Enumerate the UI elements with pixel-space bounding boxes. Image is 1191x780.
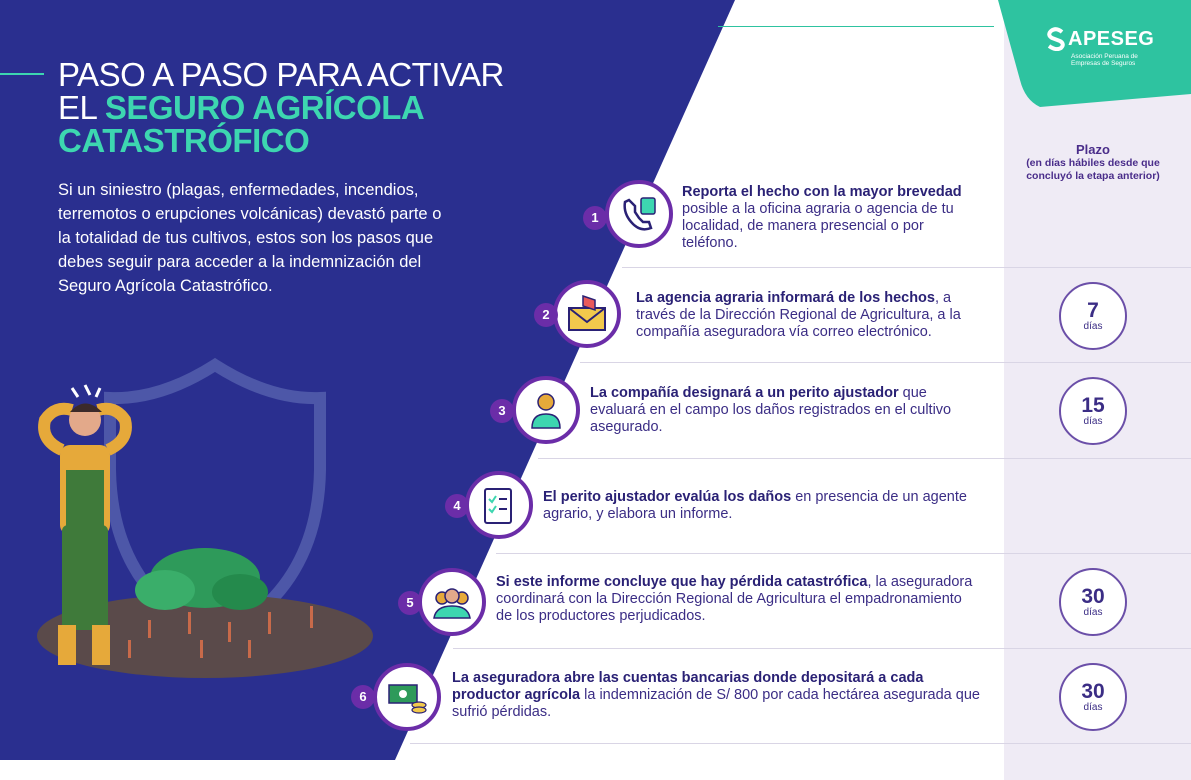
step-number: 5 <box>398 591 422 615</box>
plazo-subtitle: (en días hábiles desde que concluyó la etapa anterior) <box>1026 157 1160 182</box>
title-rule <box>0 73 44 75</box>
intro-text: Si un siniestro (plagas, enfermedades, incendios, terremotos o erupciones volcánicas) devastó parte o la totalidad de tus cultivos, estos son los pasos que debes seguir para acceder a la indemnización del Seguro Agrícola Catastrófico. <box>58 181 442 295</box>
envelope-glyph-icon <box>565 292 609 336</box>
step-4-text <box>543 489 983 523</box>
title-line-2-prefix: EL <box>58 89 105 126</box>
step-1-text <box>682 184 982 252</box>
row-divider <box>496 553 1191 554</box>
step-2-bold: La agencia agraria informará de los hechos <box>636 290 935 306</box>
step-3-text <box>590 385 980 436</box>
plazo-header <box>1004 142 1182 183</box>
deadline-badge-step-3 <box>1059 377 1127 445</box>
step-6-text <box>452 670 982 721</box>
person-glyph-icon <box>524 388 568 432</box>
deadline-days: 30 <box>1081 584 1105 608</box>
group-glyph-icon <box>430 580 474 624</box>
deadline-unit: días <box>1083 606 1103 618</box>
step-number: 1 <box>583 206 607 230</box>
title-line-3: CATASTRÓFICO <box>58 122 310 159</box>
step-3-rest: que evaluará en el campo los daños registrados en el cultivo asegurado. <box>590 385 952 435</box>
deadline-days: 7 <box>1087 298 1099 322</box>
deadline-unit: días <box>1083 415 1103 427</box>
row-divider <box>622 267 1191 268</box>
step-4-rest: en presencia de un agente agrario, y elabora un informe. <box>543 489 967 522</box>
deadline-unit: días <box>1083 701 1103 713</box>
logo-subtitle: Asociación Peruana de Empresas de Seguros <box>1071 53 1138 67</box>
step-3-bold: La compañía designará a un perito ajustador <box>590 385 899 401</box>
logo-name: APESEG <box>1068 28 1155 50</box>
step-4-bold: El perito ajustador evalúa los daños <box>543 489 792 505</box>
row-divider <box>580 362 1191 363</box>
step-number: 6 <box>351 685 375 709</box>
title-line-2-accent: SEGURO AGRÍCOLA <box>104 89 425 126</box>
title-line-1: PASO A PASO PARA ACTIVAR <box>58 56 504 93</box>
deadline-days: 15 <box>1081 393 1105 417</box>
step-number: 4 <box>445 494 469 518</box>
step-number: 3 <box>490 399 514 423</box>
page-title <box>58 58 504 157</box>
deadline-badge-step-5 <box>1059 568 1127 636</box>
apeseg-logo-icon <box>1046 27 1066 51</box>
top-rule <box>718 26 994 27</box>
deadline-badge-step-2 <box>1059 282 1127 350</box>
step-5-text <box>496 574 976 625</box>
step-6-rest: la indemnización de S/ 800 por cada hectárea asegurada que sufrió pérdidas. <box>452 687 980 720</box>
step-5-bold: Si este informe concluye que hay pérdida catastrófica <box>496 574 868 590</box>
row-divider <box>453 648 1191 649</box>
step-2-text <box>636 290 981 341</box>
step-1-rest: posible a la oficina agraria o agencia de tu localidad, de manera presencial o por teléfono. <box>682 201 954 251</box>
step-6-bold: La aseguradora abre las cuentas bancarias donde depositará a cada productor agrícola <box>452 670 924 703</box>
deadline-days: 30 <box>1081 679 1105 703</box>
phone-glyph-icon <box>617 192 661 236</box>
clipboard-glyph-icon <box>477 483 521 527</box>
step-2-rest: , a través de la Dirección Regional de Agricultura, a la compañía aseguradora vía correo electrónico. <box>636 290 961 340</box>
step-1-bold: Reporta el hecho con la mayor brevedad <box>682 184 962 200</box>
step-number: 2 <box>534 303 558 327</box>
row-divider <box>410 743 1191 744</box>
deadline-unit: días <box>1083 320 1103 332</box>
row-divider <box>538 458 1191 459</box>
plazo-title: Plazo <box>1076 142 1110 157</box>
money-glyph-icon <box>385 675 429 719</box>
step-5-rest: , la aseguradora coordinará con la Dirección Regional de Agricultura el empadronamiento de los productores perjudicados. <box>496 574 973 624</box>
deadline-badge-step-6 <box>1059 663 1127 731</box>
